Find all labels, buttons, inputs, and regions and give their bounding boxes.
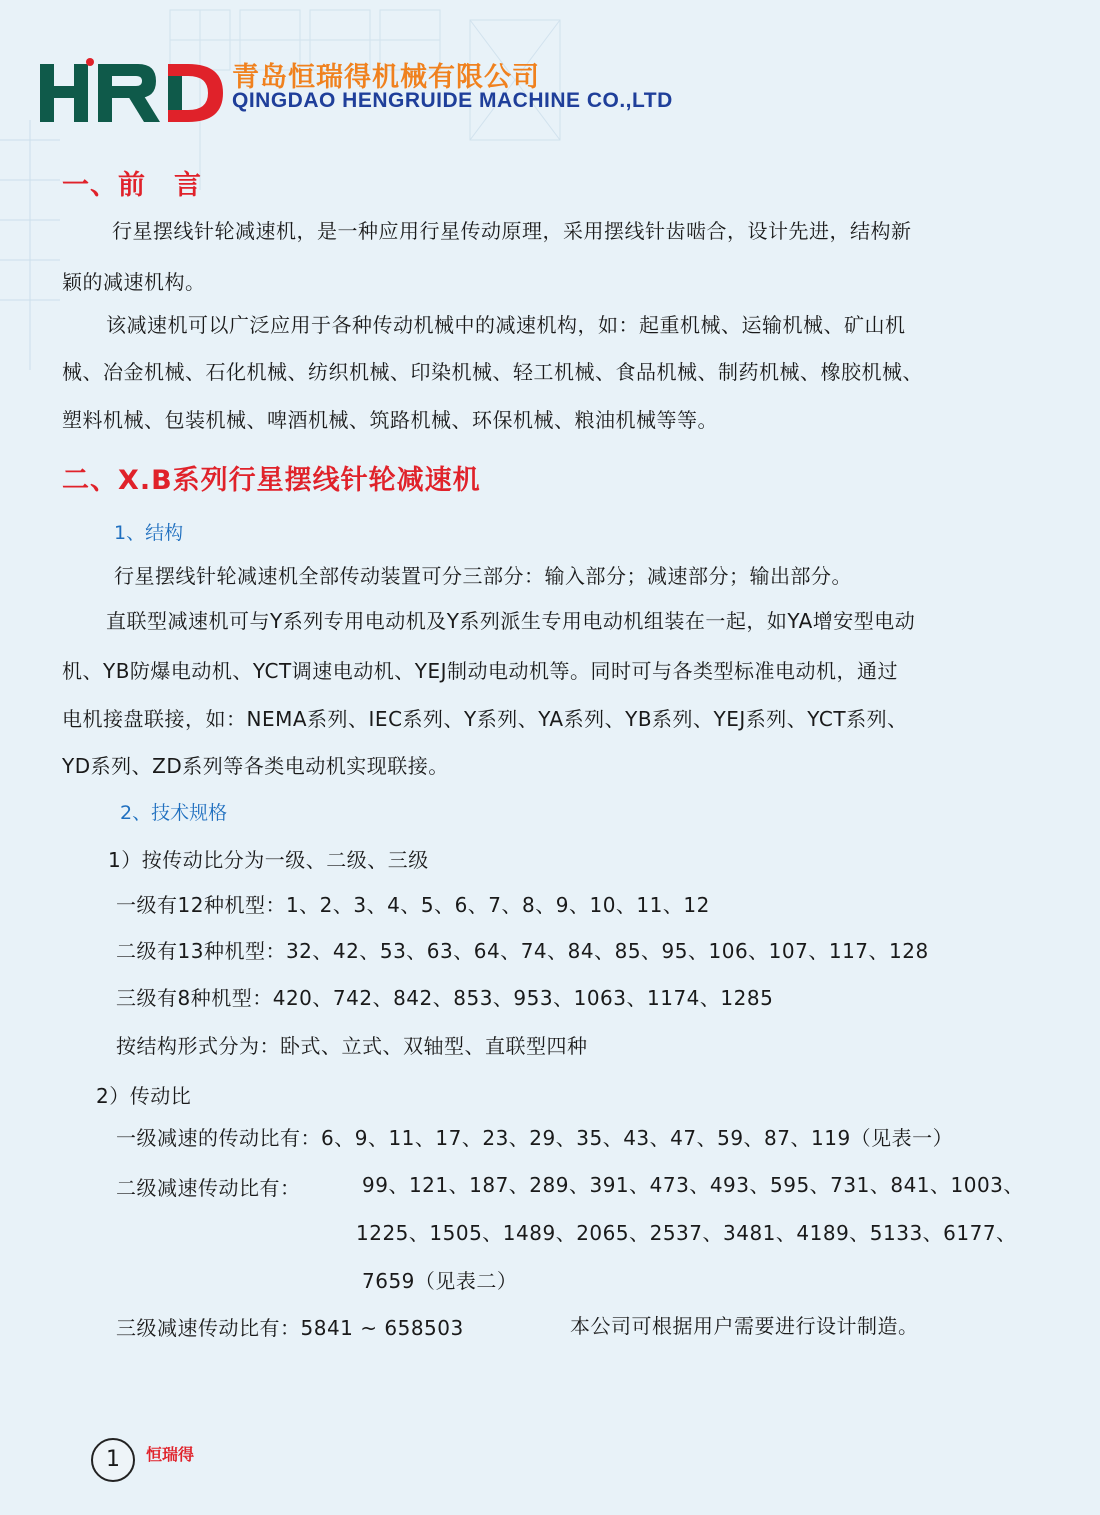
paragraph-line: 塑料机械、包装机械、啤酒机械、筑路机械、环保机械、粮油机械等等。 xyxy=(62,408,718,432)
spec-line: 1）按传动比分为一级、二级、三级 xyxy=(108,848,429,872)
company-name-en: QINGDAO HENGRUIDE MACHINE CO.,LTD xyxy=(232,89,673,112)
paragraph-line: 械、冶金机械、石化机械、纺织机械、印染机械、轻工机械、食品机械、制药机械、橡胶机械、 xyxy=(62,360,923,384)
subsection-title-structure: 1、结构 xyxy=(114,522,184,544)
spec-line: 7659（见表二） xyxy=(362,1269,518,1293)
paragraph-line: 机、YB防爆电动机、YCT调速电动机、YEJ制动电动机等。同时可与各类型标准电动机，通过 xyxy=(62,659,898,683)
paragraph-line: 直联型减速机可与Y系列专用电动机及Y系列派生专用电动机组装在一起，如YA增安型电动 xyxy=(106,609,916,633)
background-left-pattern xyxy=(0,120,60,370)
paragraph-line: YD系列、ZD系列等各类电动机实现联接。 xyxy=(62,754,449,778)
spec-line: 三级减速传动比有：5841 ~ 658503 xyxy=(116,1316,464,1340)
spec-line: 一级减速的传动比有：6、9、11、17、23、29、35、43、47、59、87、119（见表一） xyxy=(116,1126,954,1150)
spec-line: 三级有8种机型：420、742、842、853、953、1063、1174、1285 xyxy=(116,986,774,1010)
paragraph-line: 行星摆线针轮减速机全部传动装置可分三部分：输入部分；减速部分；输出部分。 xyxy=(114,564,852,588)
spec-line: 一级有12种机型：1、2、3、4、5、6、7、8、9、10、11、12 xyxy=(116,893,710,917)
spec-line: 二级有13种机型：32、42、53、63、64、74、84、85、95、106、107、117、128 xyxy=(116,939,929,963)
page-number: 1 xyxy=(91,1438,135,1482)
paragraph-line: 电机接盘联接，如：NEMA系列、IEC系列、Y系列、YA系列、YB系列、YEJ系列、YCT系列、 xyxy=(62,707,908,731)
company-logo xyxy=(38,56,228,126)
paragraph-line: 颖的减速机构。 xyxy=(62,270,206,294)
subsection-title-specs: 2、技术规格 xyxy=(120,802,228,824)
company-name-cn: 青岛恒瑞得机械有限公司 xyxy=(232,62,540,93)
spec-line: 99、121、187、289、391、473、493、595、731、841、1003、 xyxy=(362,1173,1024,1197)
section-title-xb-series: 二、X.B系列行星摆线针轮减速机 xyxy=(62,465,481,496)
section-title-preface: 一、前 言 xyxy=(62,170,202,201)
spec-line: 按结构形式分为：卧式、立式、双轴型、直联型四种 xyxy=(116,1034,588,1058)
spec-note: 本公司可根据用户需要进行设计制造。 xyxy=(570,1314,919,1338)
spec-line: 2）传动比 xyxy=(96,1084,192,1108)
footer-brand-logo: 恒瑞得 xyxy=(146,1445,195,1464)
paragraph-line: 该减速机可以广泛应用于各种传动机械中的减速机构，如：起重机械、运输机械、矿山机 xyxy=(106,313,906,337)
paragraph-line: 行星摆线针轮减速机，是一种应用行星传动原理，采用摆线针齿啮合，设计先进，结构新 xyxy=(112,219,912,243)
spec-line: 1225、1505、1489、2065、2537、3481、4189、5133、6177、 xyxy=(356,1221,1017,1245)
spec-line: 二级减速传动比有： xyxy=(116,1176,301,1200)
